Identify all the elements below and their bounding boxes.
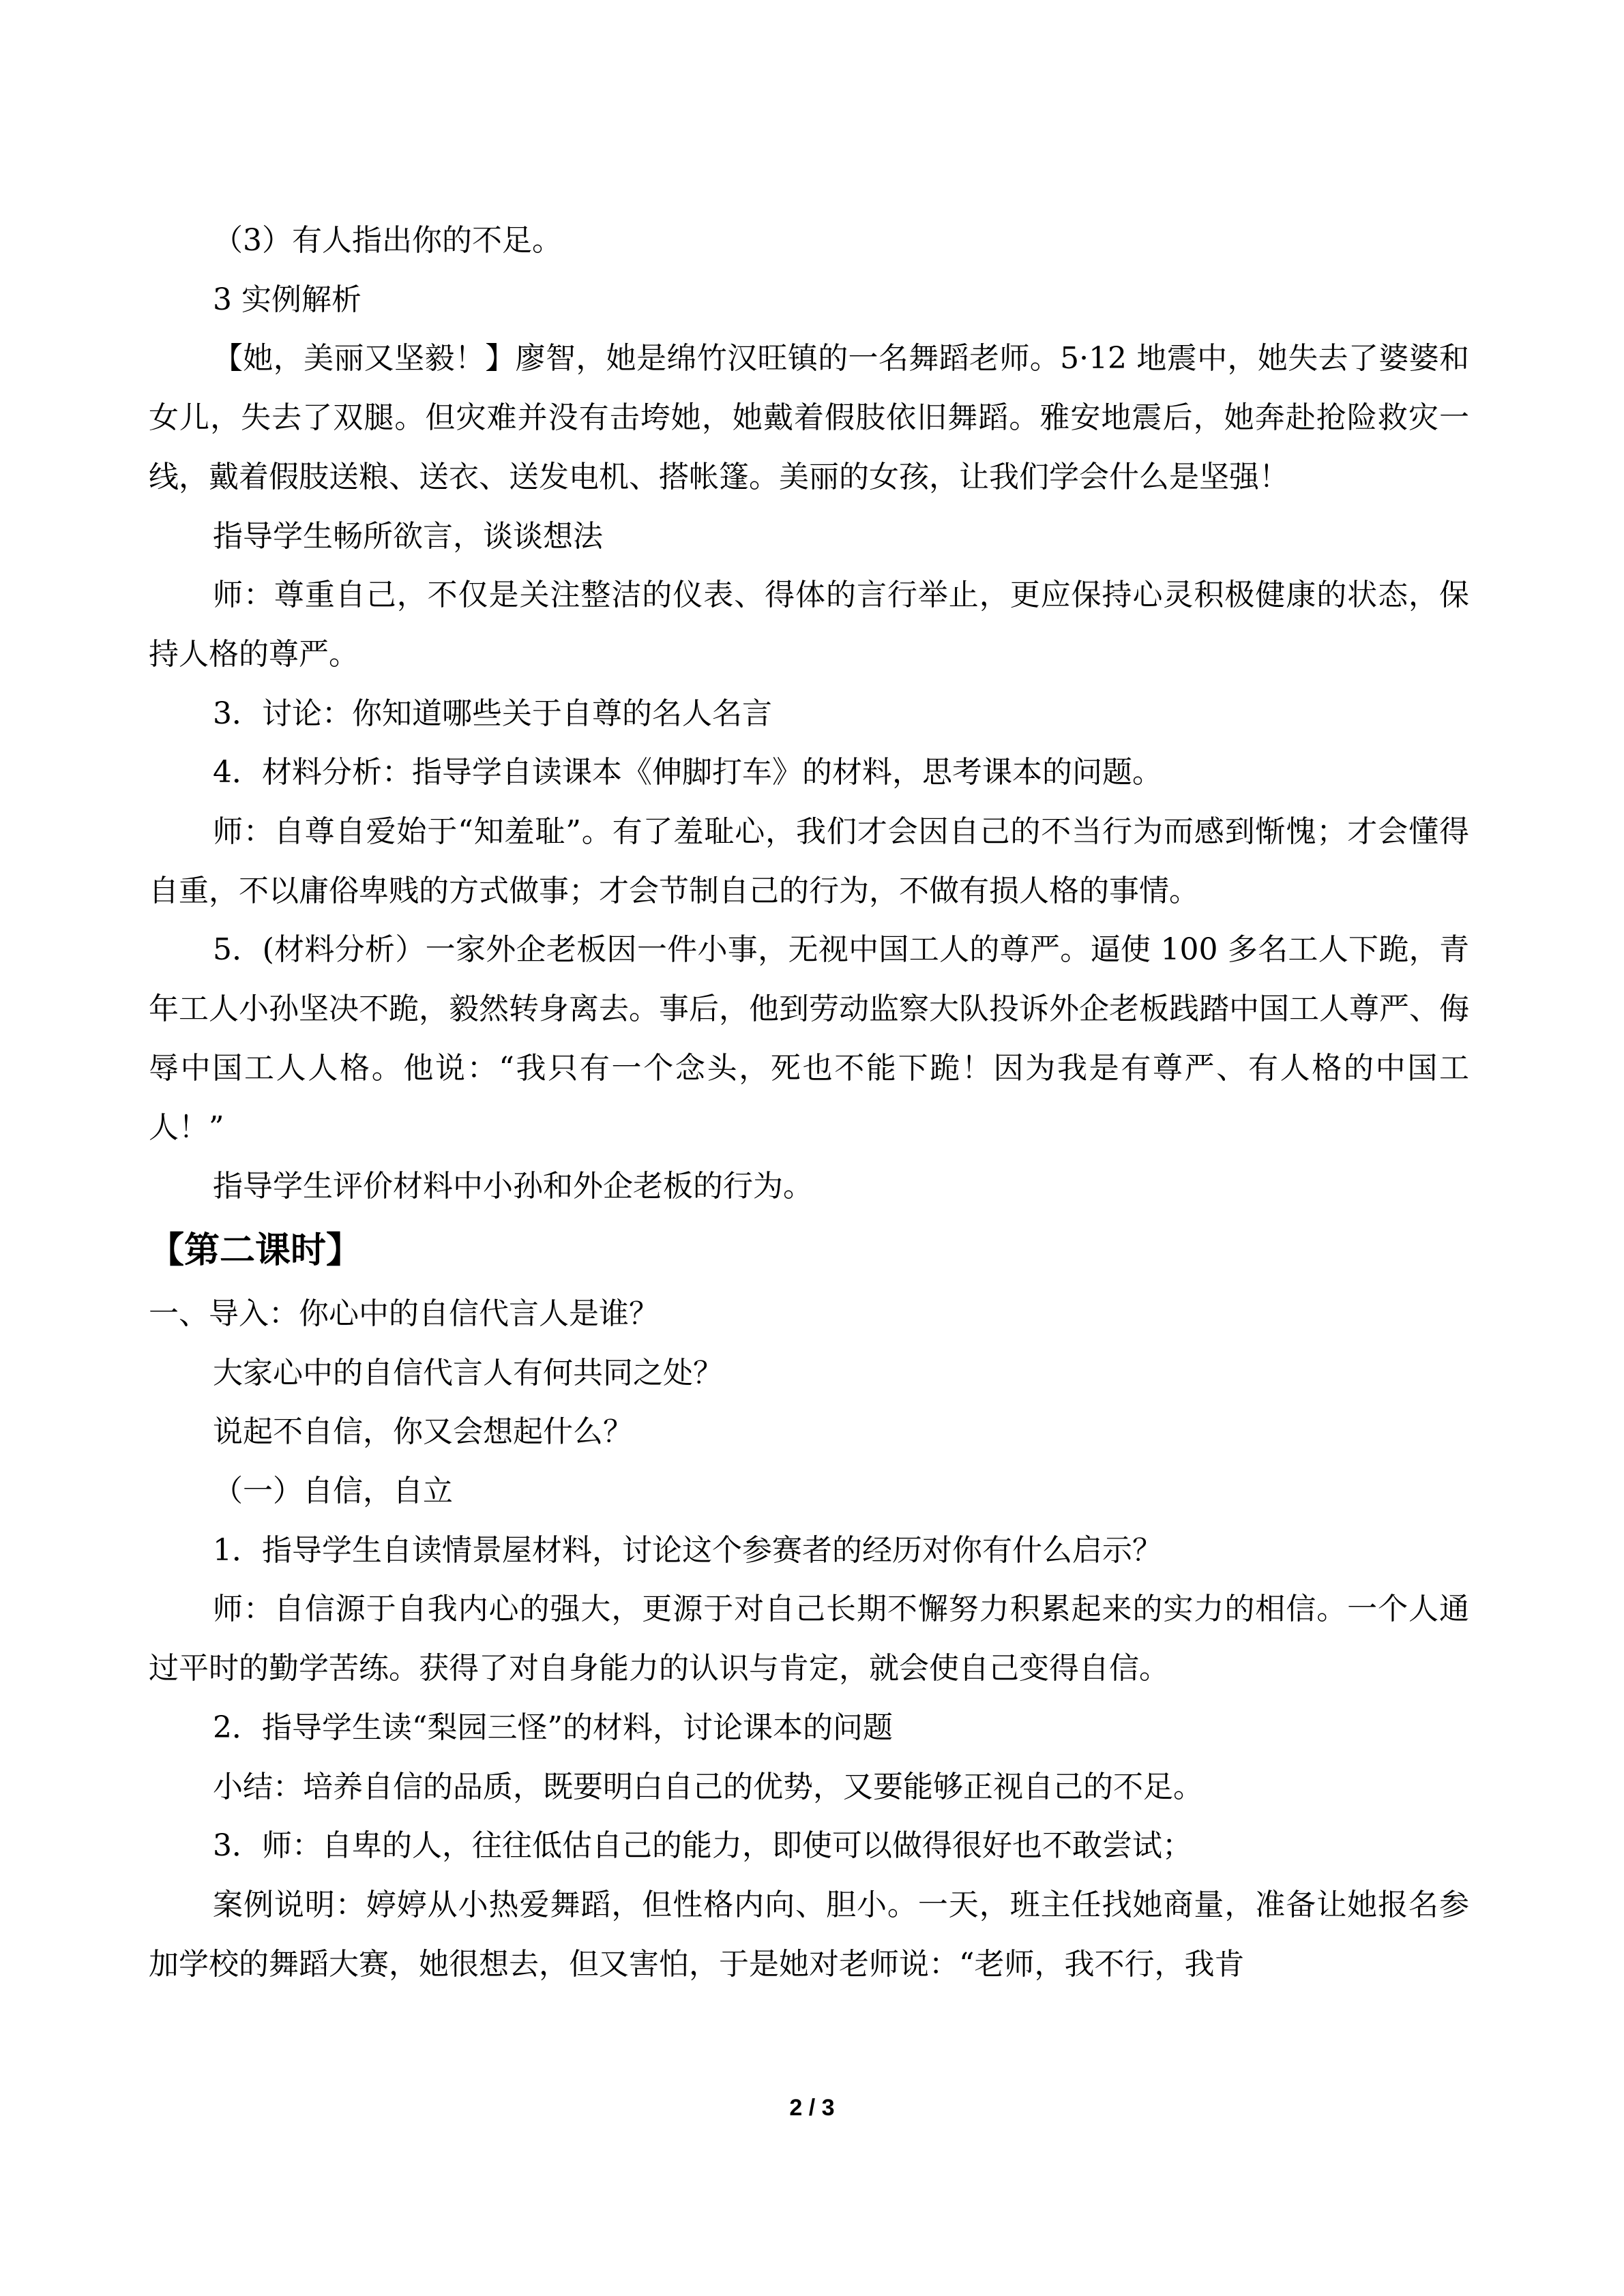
paragraph: 说起不自信，你又会想起什么？	[213, 1414, 633, 1450]
paragraph: 5．(材料分析）一家外企老板因一件小事，无视中国工人的尊严。逼使 100 多名工人下跪，青年工人小孙坚决不跪，毅然转身离去。事后，他到劳动监察大队投诉外企老板践踏中国工人尊严、侮辱中国工人人格。他说：“我只有一个念头，死也不能下跪！因为我是有尊严、有人格的中国工人！”	[149, 932, 1469, 1145]
paragraph: 大家心中的自信代言人有何共同之处？	[213, 1355, 723, 1390]
paragraph: （一）自信，自立	[213, 1474, 453, 1509]
document-body	[149, 211, 1469, 1994]
paragraph: 师：尊重自己，不仅是关注整洁的仪表、得体的言行举止，更应保持心灵积极健康的状态，保持人格的尊严。	[149, 578, 1469, 672]
paragraph: 3．师：自卑的人，往往低估自己的能力，即使可以做得很好也不敢尝试；	[213, 1828, 1192, 1864]
paragraph: 指导学生畅所欲言，谈谈想法	[213, 518, 603, 554]
section-heading: 【第二课时】	[149, 1229, 362, 1271]
paragraph: （3）有人指出你的不足。	[213, 223, 562, 258]
paragraph: 指导学生评价材料中小孙和外企老板的行为。	[213, 1169, 813, 1204]
paragraph: 3．讨论：你知道哪些关于自尊的名人名言	[213, 696, 772, 731]
paragraph: 小结：培养自信的品质，既要明白自己的优势，又要能够正视自己的不足。	[213, 1769, 1203, 1804]
paragraph: 3 实例解析	[213, 282, 361, 317]
paragraph: 【她，美丽又坚毅！】廖智，她是绵竹汉旺镇的一名舞蹈老师。5·12 地震中，她失去了婆婆和女儿，失去了双腿。但灾难并没有击垮她，她戴着假肢依旧舞蹈。雅安地震后，她奔赴抢险救灾一线，戴着假肢送粮、送衣、送发电机、搭帐篷。美丽的女孩，让我们学会什么是坚强！	[149, 341, 1469, 494]
intro-line: 一、导入：你心中的自信代言人是谁？	[149, 1296, 659, 1331]
paragraph: 师：自尊自爱始于“知羞耻”。有了羞耻心，我们才会因自己的不当行为而感到惭愧；才会懂得自重，不以庸俗卑贱的方式做事；才会节制自己的行为，不做有损人格的事情。	[149, 814, 1469, 908]
paragraph: 师：自信源于自我内心的强大，更源于对自己长期不懈努力积累起来的实力的相信。一个人通过平时的勤学苦练。获得了对自身能力的认识与肯定，就会使自己变得自信。	[149, 1592, 1469, 1686]
paragraph: 4．材料分析：指导学自读课本《伸脚打车》的材料，思考课本的问题。	[213, 755, 1162, 790]
paragraph: 案例说明：婷婷从小热爱舞蹈，但性格内向、胆小。一天，班主任找她商量，准备让她报名参加学校的舞蹈大赛，她很想去，但又害怕，于是她对老师说：“老师，我不行，我肯	[149, 1887, 1469, 1982]
paragraph: 1．指导学生自读情景屋材料，讨论这个参赛者的经历对你有什么启示？	[213, 1532, 1162, 1568]
paragraph: 2．指导学生读“梨园三怪”的材料，讨论课本的问题	[213, 1710, 893, 1745]
page-number: 2 / 3	[789, 2095, 835, 2121]
